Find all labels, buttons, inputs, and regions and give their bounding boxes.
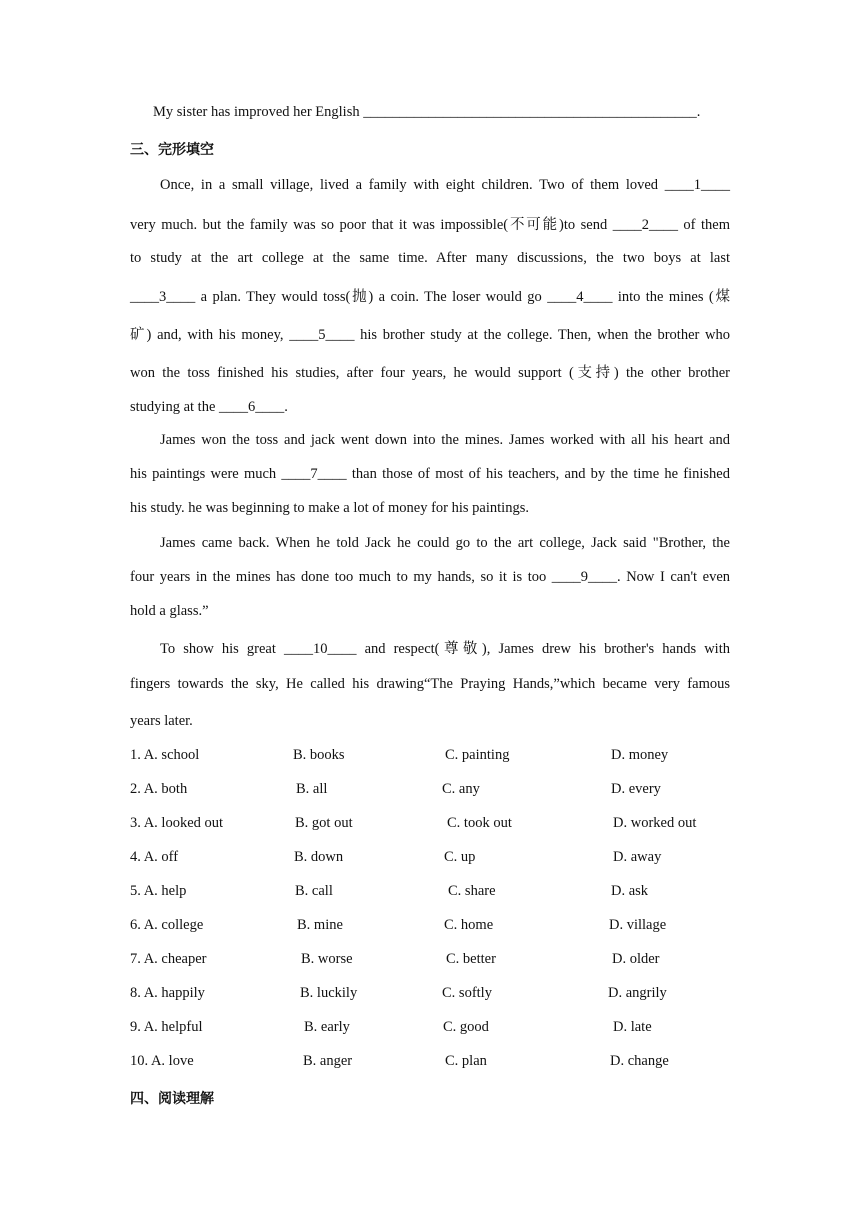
option-a: 4. A. off bbox=[130, 849, 179, 865]
passage-line: won the toss finished his studies, after four years, he would support (支持) the other brother bbox=[130, 365, 730, 381]
passage-line: studying at the ____6____. bbox=[130, 399, 288, 415]
option-d: D. angrily bbox=[608, 985, 667, 1001]
passage-line: to study at the art college at the same time. After many discussions, the two boys at last bbox=[130, 250, 730, 266]
option-a: 1. A. school bbox=[130, 747, 200, 763]
option-c: C. good bbox=[443, 1019, 489, 1035]
option-c: C. painting bbox=[445, 747, 510, 763]
option-a: 7. A. cheaper bbox=[130, 951, 207, 967]
option-c: C. plan bbox=[445, 1053, 487, 1069]
passage-line: his paintings were much ____7____ than those of most of his teachers, and by the time he finished bbox=[130, 466, 730, 482]
option-c: C. share bbox=[448, 883, 496, 899]
option-a: 3. A. looked out bbox=[130, 815, 224, 831]
option-d: D. away bbox=[613, 849, 662, 865]
option-b: B. mine bbox=[297, 917, 343, 933]
option-b: B. call bbox=[295, 883, 333, 899]
option-d: D. older bbox=[612, 951, 660, 967]
option-b: B. early bbox=[304, 1019, 350, 1035]
option-d: D. change bbox=[610, 1053, 669, 1069]
passage-line: Once, in a small village, lived a family with eight children. Two of them loved ____1____ bbox=[160, 177, 730, 193]
option-b: B. luckily bbox=[300, 985, 358, 1001]
option-b: B. got out bbox=[295, 815, 353, 831]
option-b: B. books bbox=[293, 747, 345, 763]
passage-line: his study. he was beginning to make a lot of money for his paintings. bbox=[130, 500, 529, 516]
option-c: C. home bbox=[444, 917, 494, 933]
passage-line: hold a glass.” bbox=[130, 603, 209, 619]
option-b: B. down bbox=[294, 849, 344, 865]
option-a: 10. A. love bbox=[130, 1053, 194, 1069]
option-d: D. money bbox=[611, 747, 669, 763]
option-d: D. ask bbox=[611, 883, 649, 899]
passage-line: 矿) and, with his money, ____5____ his brother study at the college. Then, when the brother who bbox=[130, 327, 730, 343]
option-c: C. any bbox=[442, 781, 480, 797]
passage-line: ____3____ a plan. They would toss(抛) a coin. The loser would go ____4____ into the mines (煤 bbox=[130, 289, 730, 305]
option-d: D. late bbox=[613, 1019, 652, 1035]
sentence-completion: My sister has improved her English ______________________________________________. bbox=[153, 104, 701, 120]
option-c: C. took out bbox=[447, 815, 512, 831]
passage-line: very much. but the family was so poor that it was impossible(不可能)to send ____2____ of them bbox=[130, 217, 730, 233]
passage-line: James came back. When he told Jack he could go to the art college, Jack said "Brother, the bbox=[160, 535, 730, 551]
option-c: C. softly bbox=[442, 985, 492, 1001]
passage-line: To show his great ____10____ and respect(尊敬), James drew his brother's hands with bbox=[160, 641, 730, 657]
option-b: B. worse bbox=[301, 951, 353, 967]
option-a: 8. A. happily bbox=[130, 985, 205, 1001]
section-title-reading: 四、阅读理解 bbox=[130, 1091, 214, 1107]
option-c: C. up bbox=[444, 849, 476, 865]
passage-line: years later. bbox=[130, 713, 193, 729]
section-title-cloze: 三、完形填空 bbox=[130, 142, 214, 158]
option-a: 2. A. both bbox=[130, 781, 188, 797]
option-c: C. better bbox=[446, 951, 496, 967]
option-a: 6. A. college bbox=[130, 917, 204, 933]
option-a: 5. A. help bbox=[130, 883, 187, 899]
passage-line: James won the toss and jack went down into the mines. James worked with all his heart and bbox=[160, 432, 730, 448]
option-d: D. village bbox=[609, 917, 667, 933]
passage-line: four years in the mines has done too much to my hands, so it is too ____9____. Now I can't even bbox=[130, 569, 730, 585]
option-a: 9. A. helpful bbox=[130, 1019, 203, 1035]
option-d: D. worked out bbox=[613, 815, 697, 831]
option-d: D. every bbox=[611, 781, 661, 797]
passage-line: fingers towards the sky, He called his drawing“The Praying Hands,”which became very famous bbox=[130, 676, 730, 692]
option-b: B. all bbox=[296, 781, 328, 797]
option-b: B. anger bbox=[303, 1053, 353, 1069]
